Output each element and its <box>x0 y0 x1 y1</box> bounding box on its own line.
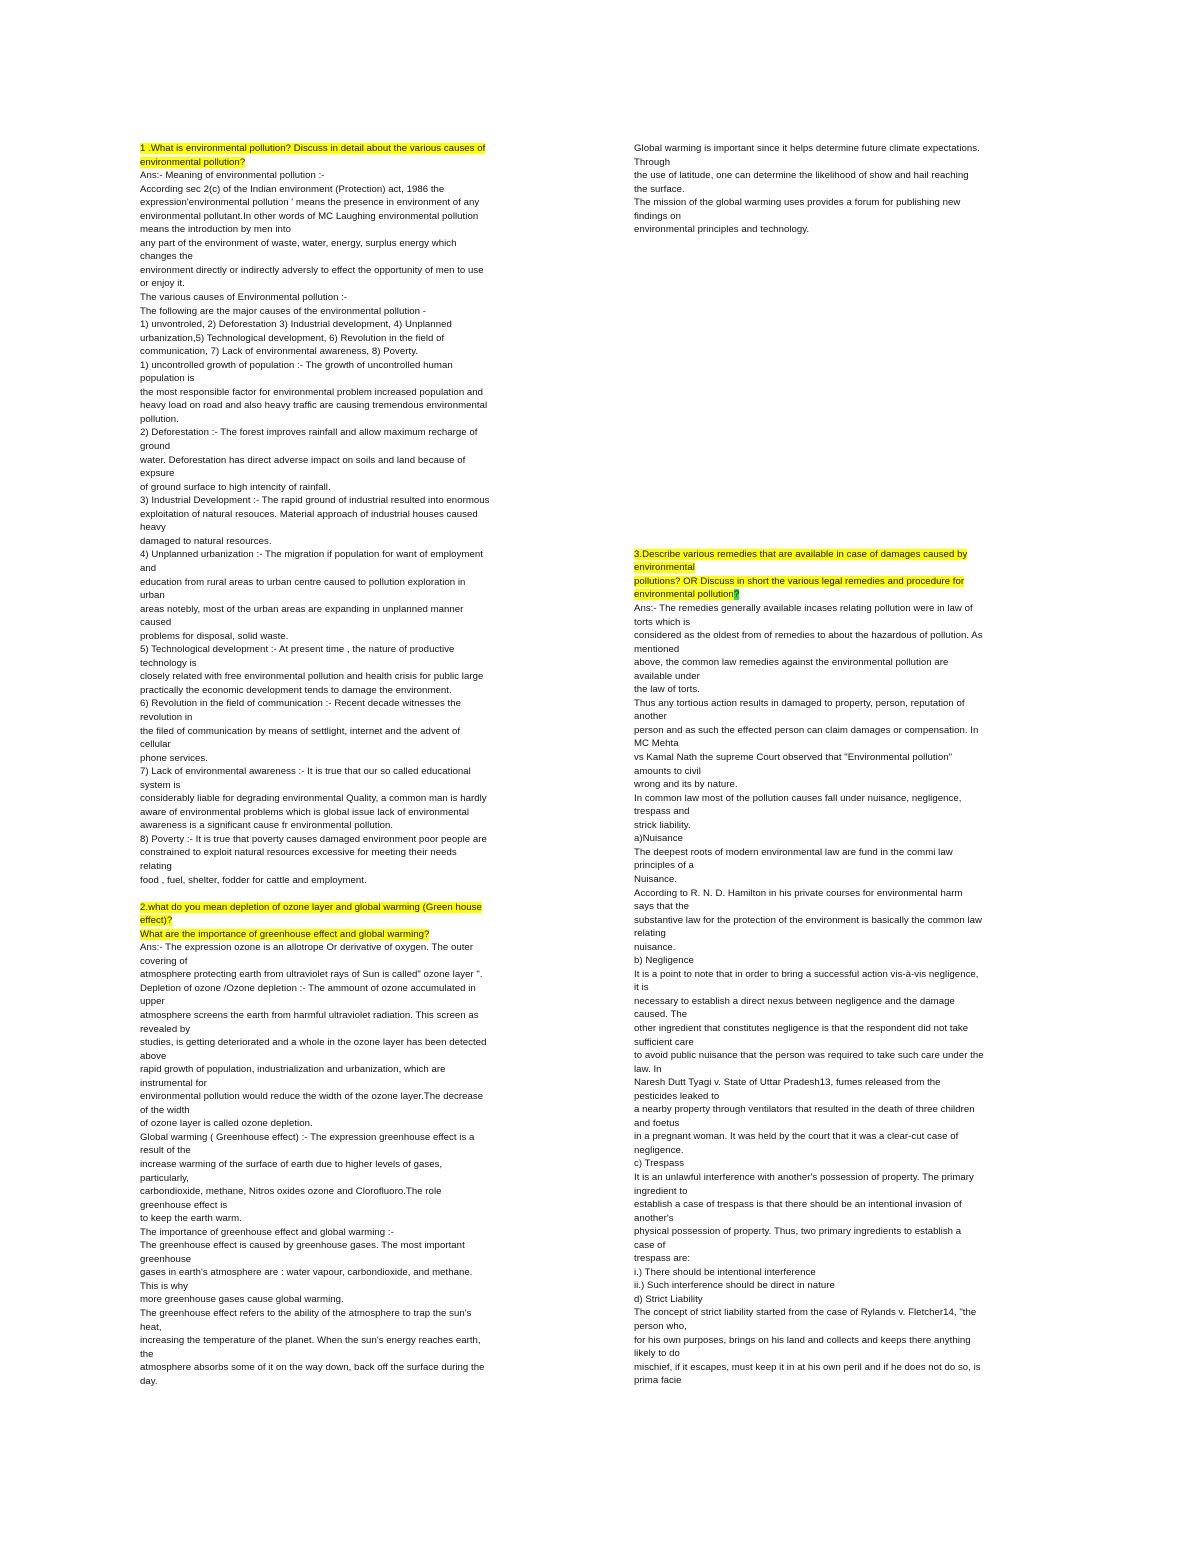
question-1-heading <box>140 142 564 169</box>
question-3-answer: Ans:- The remedies generally available incases relating pollution were in law of torts which is considered as the oldest from of remedies to about the hazardous of pollution. As mentioned above, the common law remedies against the environmental pollution are available under the law of torts. Thus any tortious action results in damaged to property, person, reputation of another person and as such the effected person can claim damages or compensation. In MC Mehta vs Kamal Nath the supreme Court observed that "Environmental pollution" amounts to civil wrong and its by nature. In common law most of the pollution causes fall under nuisance, negligence, trespass and strick liability. a)Nuisance The deepest roots of modern environmental law are fund in the commi law principles of a Nuisance. According to R. N. D. Hamilton in his private courses for environmental harm says that the substantive law for the protection of the environment is basically the common law relating nuisance. b) Negligence It is a point to note that in order to bring a successful action vis-à-vis negligence, it is necessary to establish a direct nexus between negligence and the damage caused. The other ingredient that constitutes negligence is that the respondent did not take sufficient care to avoid public nuisance that the person was required to take such care under the law. In Naresh Dutt Tyagi v. State of Uttar Pradesh13, fumes released from the pesticides leaked to a nearby property through ventilators that resulted in the death of three children and foetus in a pregnant woman. It was held by the court that it was a clear-cut case of negligence. c) Trespass It is an unlawful interference with another's possession of property. The primary ingredient to establish a case of trespass is that there should be an intentional invasion of another's physical possession of property. Thus, two primary ingredients to establish a case of trespass are: i.) There should be intentional interference ii.) Such interference should be direct in nature d) Strict Liability The concept of strict liability started from the case of Rylands v. Fletcher14, "the person who, for his own purposes, brings on his land and collects and keeps there anything likely to do mischief, if it escapes, must keep it in at his own peril and if he does not do so, is prima facie <box>634 603 984 1387</box>
question-1-answer: Ans:- Meaning of environmental pollution :- According sec 2(c) of the Indian environment (Protection) act, 1986 the expression'environmental pollution ' means the presence in environment of any environmental pollutant.In other words of MC Laughing environmental pollution means the introduction by men into any part of the environment of waste, water, energy, surplus energy which changes the environment directly or indirectly adversly to effect the opportunity of men to use or enjoy it. The various causes of Environmental pollution :- The following are the major causes of the environmental pollution - 1) unvontroled, 2) Deforestation 3) Industrial development, 4) Unplanned urbanization,5) Technological development, 6) Revolution in the field of communication, 7) Lack of environmental awareness, 8) Poverty. 1) uncontrolled growth of population :- The growth of uncontrolled human population is the most responsible factor for environmental problem increased population and heavy load on road and also heavy traffic are causing tremendous environmental pollution. 2) Deforestation :- The forest improves rainfall and allow maximum recharge of ground water. Deforestation has direct adverse impact on soils and land because of expsure of ground surface to high intencity of rainfall. 3) Industrial Development :- The rapid ground of industrial resulted into enormous exploitation of natural resouces. Material approach of industrial houses caused heavy damaged to natural resources. 4) Unplanned urbanization :- The migration if population for want of employment and education from rural areas to urban centre caused to pollution exploration in urban areas notebly, most of the urban areas are expanding in unplanned manner caused problems for disposal, solid waste. 5) Technological development :- At present time , the nature of productive technology is closely related with free environmental pollution and health crisis for public large practically the economic development tends to damage the environment. 6) Revolution in the field of communication :- Recent decade witnesses the revolution in the filed of communication by means of settlight, internet and the advent of cellular phone services. 7) Lack of environmental awareness :- It is true that our so called educational system is considerably liable for degrading environmental Quality, a common man is hardly aware of environmental problems which is global issue lack of environmental awareness is a significant cause fr environmental pollution. 8) Poverty :- It is true that poverty causes damaged environment poor people are constrained to exploit natural resources excessive for meeting their needs relating food , fuel, shelter, fodder for cattle and employment. <box>140 170 490 886</box>
question-2-answer: Ans:- The expression ozone is an allotrope Or derivative of oxygen. The outer covering of atmosphere protecting earth from ultraviolet rays of Sun is called" ozone layer ". Depletion of ozone /Ozone depletion :- The ammount of ozone accumulated in upper atmosphere screens the earth from harmful ultraviolet radiation. This screen as revealed by studies, is getting deteriorated and a whole in the ozone layer has been detected above rapid growth of population, industrialization and urbanization, which are instrumental for environmental pollution would reduce the width of the ozone layer.The decrease of the width of ozone layer is called ozone depletion. Global warming ( Greenhouse effect) :- The expression greenhouse effect is a result of the increase warming of the surface of earth due to higher levels of gases, particularly, carbondioxide, methane, Nitros oxides ozone and Clorofluoro.The role greenhouse effect is to keep the earth warm. The importance of greenhouse effect and global warming :- The greenhouse effect is caused by greenhouse gases. The most important greenhouse gases in earth's atmosphere are : water vapour, carbondioxide, and methane. This is why more greenhouse gases cause global warming. The greenhouse effect refers to the ability of the atmosphere to trap the sun's heat, increasing the temperature of the planet. When the sun's energy reaches earth, the atmosphere absorbs some of it on the way down, back off the surface during the day. <box>140 942 487 1387</box>
section-gap <box>140 887 564 901</box>
right-column <box>634 142 1058 1388</box>
global-warming-continuation: Global warming is important since it helps determine future climate expectations. Through the use of latitude, one can determine the likelihood of show and hail reaching the surface. The mission of the global warming uses provides a forum for publishing new findings on environmental principles and technology. <box>634 143 980 236</box>
question-2-title: 2.what do you mean depletion of ozone layer and global warming (Green house effect)? What are the importance of greenhouse effect and global warming? <box>140 901 482 940</box>
question-2-heading <box>140 901 564 942</box>
question-3-title: 3.Describe various remedies that are available in case of damages caused by environmental pollutions? OR Discuss in short the various legal remedies and procedure for environmental pollution <box>634 548 968 601</box>
question-3-heading <box>634 548 1058 602</box>
question-1-title: 1 .What is environmental pollution? Discuss in detail about the various causes of environmental pollution? <box>140 143 486 168</box>
question-3-title-mark: ? <box>733 589 740 601</box>
section-gap <box>634 237 1058 548</box>
left-column <box>140 142 564 1388</box>
